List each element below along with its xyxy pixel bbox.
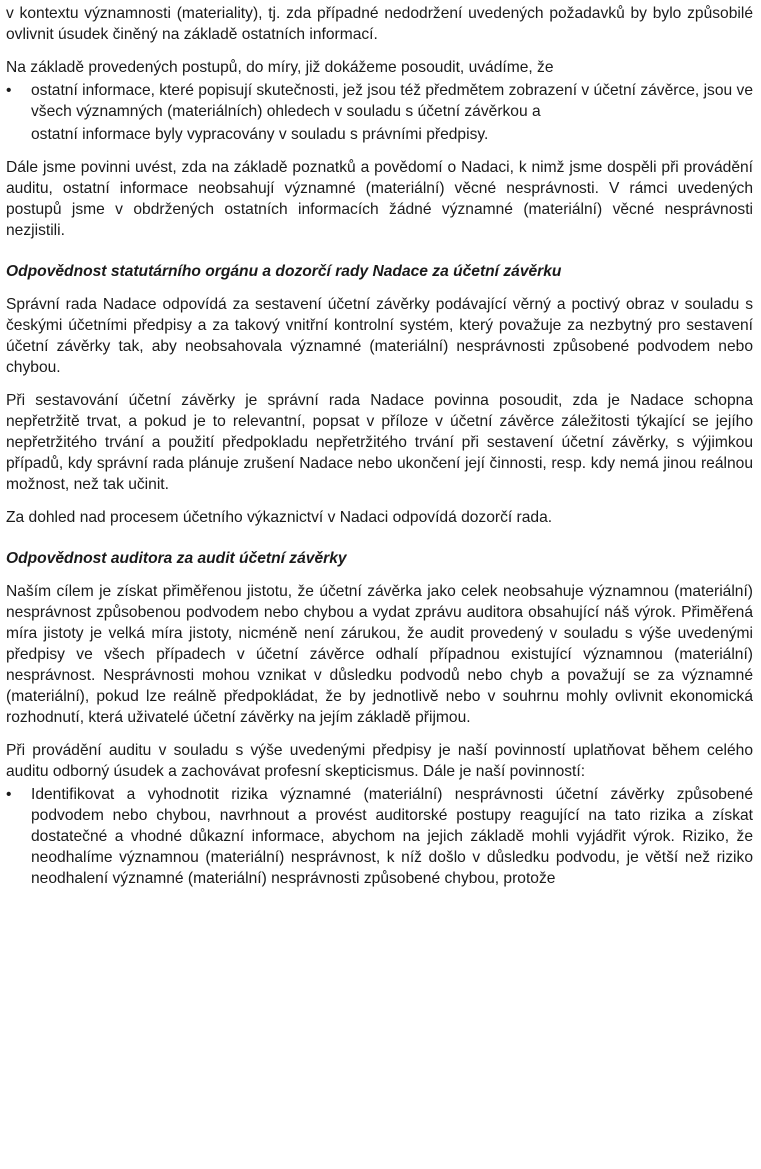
bullet-list-auditor-duties [6, 784, 753, 889]
list-item-text: Identifikovat a vyhodnotit rizika významné (materiální) nesprávnosti účetní závěrky způsobené podvodem nebo chybou, navrhnout a provést auditorské postupy reagující na tato rizika a získat dostatečné a vhodné důkazní informace, abychom na jejich základě mohli vyjádřit výrok. Riziko, že neodhalíme významnou (materiální) nesprávnost, k níž došlo v důsledku podvodu, je větší než riziko neodhalení významné (materiální) nesprávnosti způsobené chybou, protože [31, 786, 753, 887]
list-item [6, 80, 753, 122]
bullet-list-other-info [6, 80, 753, 122]
bullet-dot-icon: • [6, 786, 12, 803]
list-item-text: ostatní informace, které popisují skutečnosti, jež jsou též předmětem zobrazení v účetní závěrce, jsou ve všech významných (materiálních) ohledech v souladu s účetní závěrkou a [31, 82, 753, 120]
list-item [6, 784, 753, 889]
paragraph-materiality: v kontextu významnosti (materiality), tj. zda případné nedodržení uvedených požadavků by bylo způsobilé ovlivnit úsudek činěný na základě ostatních informací. [6, 5, 753, 43]
paragraph-supervisory-board: Za dohled nad procesem účetního výkaznictví v Nadaci odpovídá dozorčí rada. [6, 509, 553, 526]
paragraph-going-concern: Při sestavování účetní závěrky je správní rada Nadace povinna posoudit, zda je Nadace schopna nepřetržitě trvat, a pokud je to relevantní, popsat v příloze v účetní závěrce záležitosti týkající se jejího nepřetržitého trvání a použití předpokladu nepřetržitého trvání při sestavení účetní závěrky, s výjimkou případů, kdy správní rada plánuje zrušení Nadace nebo ukončení její činnosti, resp. kdy nemá jinou reálnou možnost, než tak učinit. [6, 392, 753, 493]
section-heading-auditor: Odpovědnost auditora za audit účetní závěrky [6, 550, 347, 567]
paragraph-procedures-intro: Na základě provedených postupů, do míry, již dokážeme posoudit, uvádíme, že [6, 59, 554, 76]
list-item-continuation: ostatní informace byly vypracovány v souladu s právními předpisy. [31, 126, 489, 143]
paragraph-auditor-duties: Při provádění auditu v souladu s výše uvedenými předpisy je naší povinností uplatňovat během celého auditu odborný úsudek a zachovávat profesní skepticismus. Dále je naší povinností: [6, 742, 753, 780]
paragraph-board-responsibility: Správní rada Nadace odpovídá za sestavení účetní závěrky podávající věrný a poctivý obraz v souladu s českými účetními předpisy a za takový vnitřní kontrolní systém, který považuje za nezbytný pro sestavení účetní závěrky tak, aby neobsahovala významné (materiální) nesprávnosti způsobené podvodem nebo chybou. [6, 296, 753, 376]
bullet-dot-icon: • [6, 82, 12, 99]
paragraph-misstatements: Dále jsme povinni uvést, zda na základě poznatků a povědomí o Nadaci, k nimž jsme dospěli při provádění auditu, ostatní informace neobsahují významné (materiální) věcné nesprávnosti. V rámci uvedených postupů jsme v obdržených ostatních informacích žádné významné (materiální) věcné nesprávnosti nezjistili. [6, 159, 753, 239]
paragraph-audit-objective: Naším cílem je získat přiměřenou jistotu, že účetní závěrka jako celek neobsahuje významnou (materiální) nesprávnost způsobenou podvodem nebo chybou a vydat zprávu auditora obsahující náš výrok. Přiměřená míra jistoty je velká míra jistoty, nicméně není zárukou, že audit provedený v souladu s výše uvedenými předpisy ve všech případech v účetní závěrce odhalí případnou existující významnou (materiální) nesprávnost. Nesprávnosti mohou vznikat v důsledku podvodů nebo chyb a považují se za významné (materiální), pokud lze reálně předpokládat, že by jednotlivě nebo v souhrnu mohly ovlivnit ekonomická rozhodnutí, která uživatelé účetní závěrky na jejím základě přijmou. [6, 583, 753, 726]
section-heading-statutory: Odpovědnost statutárního orgánu a dozorčí rady Nadace za účetní závěrku [6, 263, 562, 280]
